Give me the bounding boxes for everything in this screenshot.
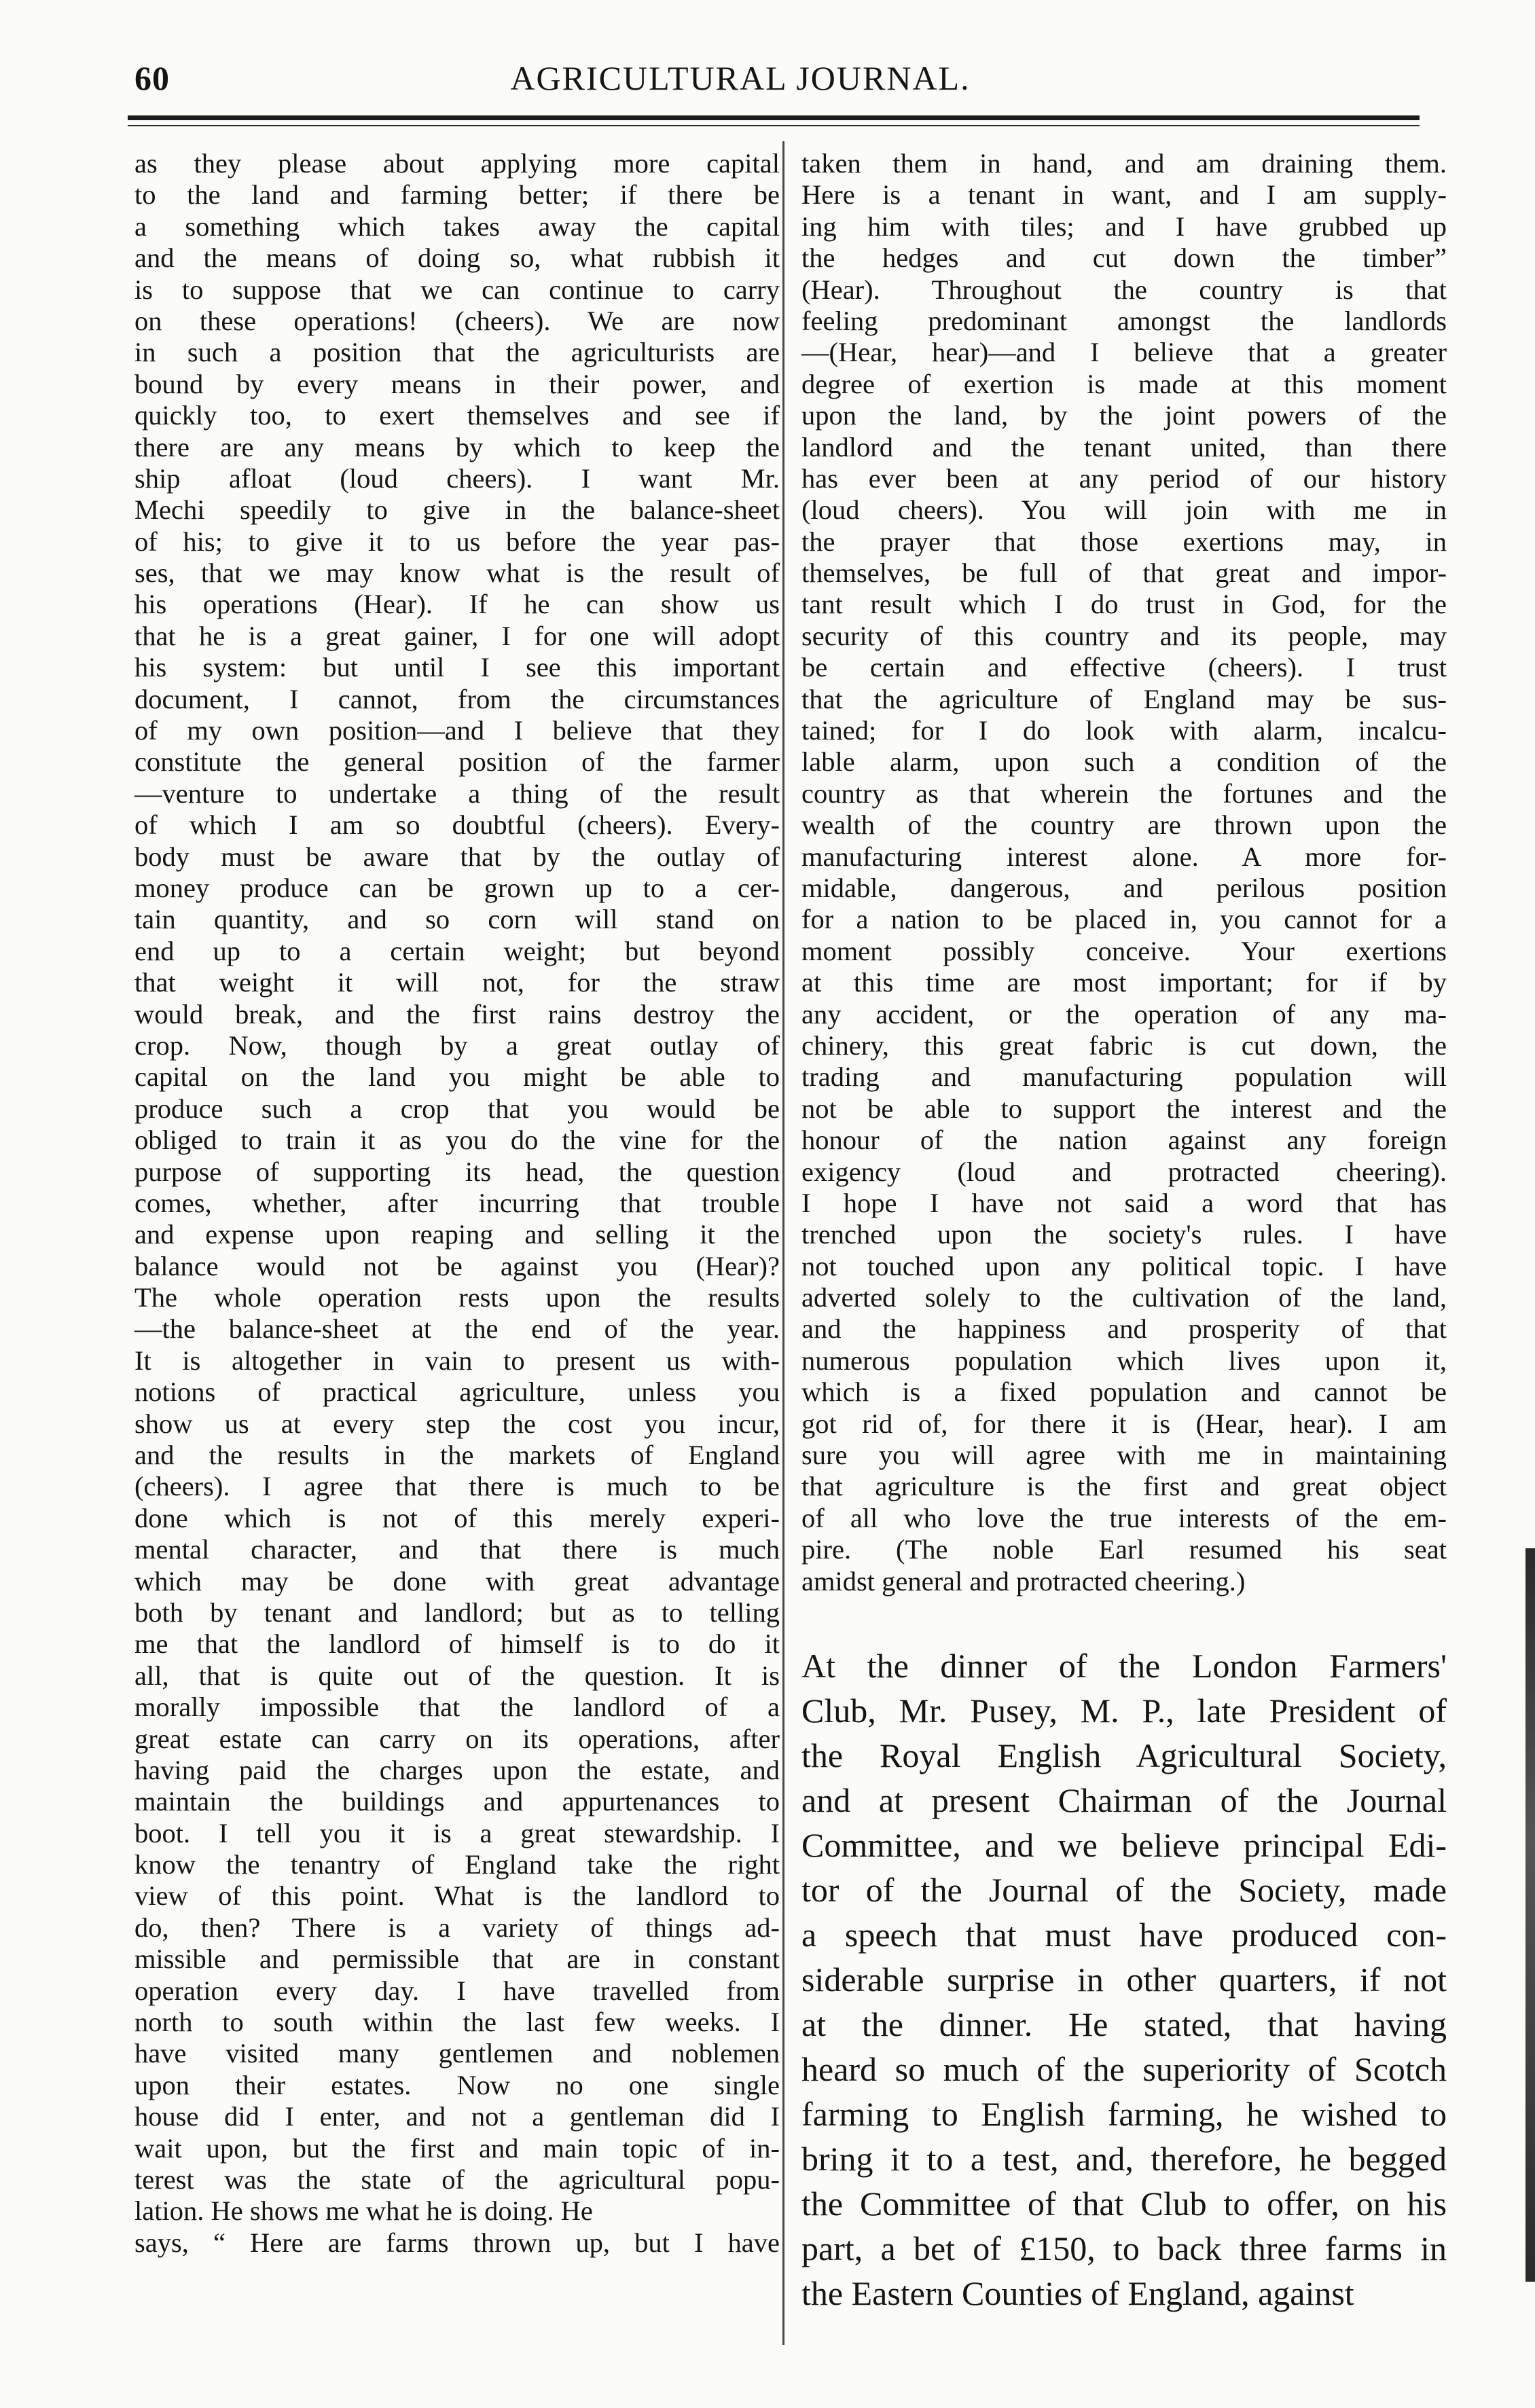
text-line: quickly too, to exert themselves and see if xyxy=(134,400,780,431)
text-line: body must be aware that by the outlay of xyxy=(134,841,780,872)
large-type-paragraph xyxy=(801,1643,1447,2316)
text-line: that the agriculture of England may be sus- xyxy=(801,683,1447,714)
text-line: do, then? There is a variety of things ad- xyxy=(134,1912,780,1943)
text-line: a something which takes away the capital xyxy=(134,211,780,242)
text-line: the prayer that those exertions may, in xyxy=(801,526,1447,557)
text-line: great estate can carry on its operations, after xyxy=(134,1723,780,1754)
text-line: not be able to support the interest and the xyxy=(801,1093,1447,1124)
text-line: I hope I have not said a word that has xyxy=(801,1187,1447,1218)
text-line: landlord and the tenant united, than there xyxy=(801,431,1447,462)
page-number: 60 xyxy=(134,59,170,97)
text-line: at the dinner. He stated, that having xyxy=(801,2005,1447,2043)
text-line: is to suppose that we can continue to carry xyxy=(134,274,780,305)
text-line: tant result which I do trust in God, for the xyxy=(801,589,1447,620)
text-line: house did I enter, and not a gentleman did I xyxy=(134,2101,780,2132)
text-line: and the happiness and prosperity of that xyxy=(801,1313,1447,1345)
text-line: ses, that we may know what is the result of xyxy=(134,558,780,589)
text-line: has ever been at any period of our history xyxy=(801,462,1447,494)
text-line: trenched upon the society's rules. I have xyxy=(801,1219,1447,1250)
text-line: know the tenantry of England take the right xyxy=(134,1849,780,1880)
text-line: in such a position that the agriculturists are xyxy=(134,337,780,368)
text-line: numerous population which lives upon it, xyxy=(801,1345,1447,1376)
text-line: there are any means by which to keep the xyxy=(134,431,780,462)
text-line: on these operations! (cheers). We are now xyxy=(134,305,780,336)
header-rule-thin xyxy=(128,125,1420,126)
text-line: themselves, be full of that great and impor- xyxy=(801,558,1447,589)
text-line: Committee, and we believe principal Edi- xyxy=(801,1826,1447,1864)
text-line: the hedges and cut down the timber” xyxy=(801,242,1447,274)
text-line: maintain the buildings and appurtenances to xyxy=(134,1786,780,1817)
text-line: amidst general and protracted cheering.) xyxy=(801,1565,1246,1597)
text-line: midable, dangerous, and perilous position xyxy=(801,872,1447,903)
text-line: bring it to a test, and, therefore, he begged xyxy=(801,2140,1447,2178)
text-line: obliged to train it as you do the vine for the xyxy=(134,1125,780,1156)
text-line: feeling predominant amongst the landlords xyxy=(801,305,1447,336)
text-line: constitute the general position of the farmer xyxy=(134,746,780,778)
text-line: and the results in the markets of England xyxy=(134,1440,780,1471)
text-line: of which I am so doubtful (cheers). Every- xyxy=(134,809,780,841)
running-head: AGRICULTURAL JOURNAL. xyxy=(510,59,971,97)
text-line: lable alarm, upon such a condition of the xyxy=(801,746,1447,778)
text-line: tor of the Journal of the Society, made xyxy=(801,1871,1447,1909)
text-line: lation. He shows me what he is doing. He xyxy=(134,2195,593,2227)
text-line: (loud cheers). You will join with me in xyxy=(801,494,1447,526)
text-line: upon the land, by the joint powers of the xyxy=(801,400,1447,431)
text-line: any accident, or the operation of any ma- xyxy=(801,998,1447,1029)
text-line: which may be done with great advantage xyxy=(134,1565,780,1597)
text-line: trading and manufacturing population will xyxy=(801,1061,1447,1093)
text-line: operation every day. I have travelled from xyxy=(134,1975,780,2006)
text-line: as they please about applying more capital xyxy=(134,148,780,179)
text-line: his operations (Hear). If he can show us xyxy=(134,589,780,620)
text-line: The whole operation rests upon the results xyxy=(134,1282,780,1313)
text-line: honour of the nation against any foreign xyxy=(801,1125,1447,1156)
text-line: At the dinner of the London Farmers' xyxy=(801,1647,1447,1685)
text-line: chinery, this great fabric is cut down, the xyxy=(801,1029,1447,1061)
left-column-text xyxy=(134,148,780,2259)
text-line: purpose of supporting its head, the question xyxy=(134,1156,780,1187)
text-line: boot. I tell you it is a great stewardship. I xyxy=(134,1817,780,1848)
text-line: be certain and effective (cheers). I trust xyxy=(801,652,1447,683)
text-line: security of this country and its people, may xyxy=(801,620,1447,651)
text-line: sure you will agree with me in maintaining xyxy=(801,1440,1447,1471)
text-line: notions of practical agriculture, unless you xyxy=(134,1376,780,1408)
text-line: crop. Now, though by a great outlay of xyxy=(134,1029,780,1061)
text-line: balance would not be against you (Hear)? xyxy=(134,1250,780,1281)
text-line: view of this point. What is the landlord to xyxy=(134,1880,780,1912)
text-line: the Royal English Agricultural Society, xyxy=(801,1736,1447,1774)
text-line: degree of exertion is made at this moment xyxy=(801,368,1447,399)
text-line: Here is a tenant in want, and I am supply- xyxy=(801,179,1447,211)
text-line: says, “ Here are farms thrown up, but I have xyxy=(134,2227,780,2258)
text-line: wealth of the country are thrown upon the xyxy=(801,809,1447,841)
text-line: morally impossible that the landlord of a xyxy=(134,1692,780,1723)
right-column-text xyxy=(801,148,1447,1597)
text-line: exigency (loud and protracted cheering). xyxy=(801,1156,1447,1187)
text-line: terest was the state of the agricultural popu- xyxy=(134,2164,780,2195)
text-line: that he is a great gainer, I for one will adopt xyxy=(134,620,780,651)
text-line: part, a bet of £150, to back three farms in xyxy=(801,2229,1447,2267)
header-rule-thick xyxy=(128,115,1420,120)
text-line: the Eastern Counties of England, against xyxy=(801,2274,1354,2312)
text-line: at this time are most important; for if by xyxy=(801,967,1447,998)
text-line: got rid of, for there it is (Hear, hear). I am xyxy=(801,1408,1447,1439)
text-line: (Hear). Throughout the country is that xyxy=(801,274,1447,305)
text-line: all, that is quite out of the question. It is xyxy=(134,1660,780,1691)
text-line: missible and permissible that are in constant xyxy=(134,1944,780,1975)
page-edge-scan-mark xyxy=(1525,1548,1535,2282)
text-line: siderable surprise in other quarters, if not xyxy=(801,1960,1447,1999)
text-line: the Committee of that Club to offer, on his xyxy=(801,2185,1447,2223)
text-line: and the means of doing so, what rubbish it xyxy=(134,242,780,274)
text-line: —venture to undertake a thing of the result xyxy=(134,778,780,809)
text-line: adverted solely to the cultivation of the land, xyxy=(801,1282,1447,1313)
text-line: that weight it will not, for the straw xyxy=(134,967,780,998)
text-line: Club, Mr. Pusey, M. P., late President of xyxy=(801,1692,1447,1730)
text-line: that agriculture is the first and great object xyxy=(801,1471,1447,1502)
text-line: for a nation to be placed in, you cannot for a xyxy=(801,904,1447,935)
text-line: his system: but until I see this important xyxy=(134,652,780,683)
text-line: done which is not of this merely experi- xyxy=(134,1502,780,1533)
text-line: Mechi speedily to give in the balance-sheet xyxy=(134,494,780,526)
text-line: me that the landlord of himself is to do it xyxy=(134,1628,780,1660)
text-line: taken them in hand, and am draining them. xyxy=(801,148,1447,179)
text-line: tained; for I do look with alarm, incalcu- xyxy=(801,715,1447,746)
text-line: of my own position—and I believe that they xyxy=(134,715,780,746)
text-line: —(Hear, hear)—and I believe that a greater xyxy=(801,337,1447,368)
text-line: comes, whether, after incurring that trouble xyxy=(134,1187,780,1218)
text-line: moment possibly conceive. Your exertions xyxy=(801,935,1447,966)
text-line: It is altogether in vain to present us with- xyxy=(134,1345,780,1376)
text-line: mental character, and that there is much xyxy=(134,1534,780,1565)
column-divider xyxy=(782,141,784,2345)
text-line: end up to a certain weight; but beyond xyxy=(134,935,780,966)
text-line: of all who love the true interests of the em- xyxy=(801,1502,1447,1533)
text-line: north to south within the last few weeks. I xyxy=(134,2007,780,2038)
text-line: ing him with tiles; and I have grubbed up xyxy=(801,211,1447,242)
text-line: having paid the charges upon the estate, and xyxy=(134,1754,780,1785)
text-line: pire. (The noble Earl resumed his seat xyxy=(801,1534,1447,1565)
text-line: both by tenant and landlord; but as to telling xyxy=(134,1597,780,1628)
text-line: not touched upon any political topic. I have xyxy=(801,1250,1447,1281)
text-line: manufacturing interest alone. A more for- xyxy=(801,841,1447,872)
text-line: have visited many gentlemen and noblemen xyxy=(134,2038,780,2069)
text-line: show us at every step the cost you incur, xyxy=(134,1408,780,1439)
text-line: which is a fixed population and cannot be xyxy=(801,1376,1447,1408)
text-line: to the land and farming better; if there be xyxy=(134,179,780,211)
text-line: money produce can be grown up to a cer- xyxy=(134,872,780,903)
text-line: would break, and the first rains destroy the xyxy=(134,998,780,1029)
text-line: heard so much of the superiority of Scotch xyxy=(801,2050,1447,2088)
text-line: wait upon, but the first and main topic of in- xyxy=(134,2132,780,2164)
text-line: and at present Chairman of the Journal xyxy=(801,1781,1447,1819)
text-line: farming to English farming, he wished to xyxy=(801,2095,1447,2133)
text-line: bound by every means in their power, and xyxy=(134,368,780,399)
text-line: a speech that must have produced con- xyxy=(801,1916,1447,1954)
text-line: ship afloat (loud cheers). I want Mr. xyxy=(134,462,780,494)
text-line: and expense upon reaping and selling it the xyxy=(134,1219,780,1250)
text-line: (cheers). I agree that there is much to be xyxy=(134,1471,780,1502)
text-line: tain quantity, and so corn will stand on xyxy=(134,904,780,935)
text-line: of his; to give it to us before the year pas- xyxy=(134,526,780,557)
text-line: document, I cannot, from the circumstances xyxy=(134,683,780,714)
text-line: upon their estates. Now no one single xyxy=(134,2069,780,2100)
text-line: capital on the land you might be able to xyxy=(134,1061,780,1093)
text-line: produce such a crop that you would be xyxy=(134,1093,780,1124)
text-line: country as that wherein the fortunes and the xyxy=(801,778,1447,809)
text-line: —the balance-sheet at the end of the year. xyxy=(134,1313,780,1345)
